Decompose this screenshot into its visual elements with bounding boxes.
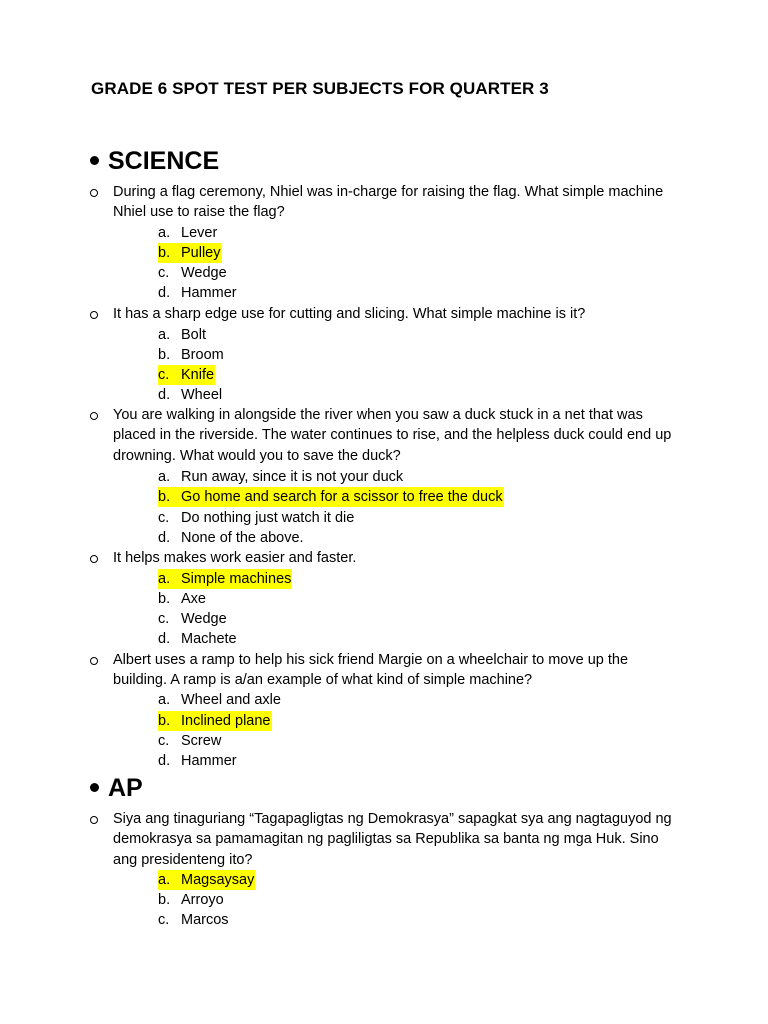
bullet-icon [90,156,99,165]
question-text: Siya ang tinaguriang “Tagapagligtas ng Demokrasya” sapagkat sya ang nagtaguyod ng demokrasya sa pamamagitan ng pagliligtas sa Republika sa banta ng mga Huk. Sino ang presidenteng ito? [113,811,672,868]
choice-item [158,751,237,771]
choice-letter: d. [158,387,171,403]
circle-bullet-icon [90,189,98,197]
circle-bullet-icon [90,816,98,824]
choice-item [158,910,229,930]
choice-item-highlighted [158,487,504,507]
circle-bullet-icon [90,412,98,420]
choice-text: Broom [181,347,224,363]
choice-letter: a. [158,225,171,241]
choice-letter: a. [158,692,171,708]
document-title: GRADE 6 SPOT TEST PER SUBJECTS FOR QUARTER 3 [91,79,549,98]
choice-letter: a. [158,872,171,888]
choice-text: Run away, since it is not your duck [181,469,404,485]
choice-item [158,629,237,649]
choice-letter: a. [158,571,171,587]
choice-item [158,609,227,629]
choice-letter: b. [158,347,171,363]
choice-letter: b. [158,591,171,607]
choice-item-highlighted [158,243,222,263]
section-heading-text: SCIENCE [108,147,220,175]
choice-item [158,223,217,243]
choice-text: Pulley [181,245,221,261]
choice-item [158,467,403,487]
choice-item-highlighted [158,711,272,731]
choice-text: Machete [181,631,237,647]
choice-letter: b. [158,713,171,729]
choice-letter: c. [158,912,170,928]
choice-letter: c. [158,733,170,749]
choice-item [158,528,304,548]
choice-letter: b. [158,489,171,505]
choice-text: Simple machines [181,571,292,587]
choice-letter: c. [158,611,170,627]
choice-item-highlighted [158,365,215,385]
choice-item [158,731,221,751]
question-text: It helps makes work easier and faster. [113,550,357,566]
choice-text: Magsaysay [181,872,255,888]
choice-text: Wedge [181,265,227,281]
question-text: You are walking in alongside the river when you saw a duck stuck in a net that was placed in the riverside. The water continues to rise, and the helpless duck could end up drowning. What would you to save the duck? [113,407,672,464]
choice-text: Wheel [181,387,223,403]
question-text: Albert uses a ramp to help his sick friend Margie on a wheelchair to move up the building. A ramp is a/an example of what kind of simple machine? [113,652,629,689]
choice-letter: c. [158,265,170,281]
choice-text: Marcos [181,912,229,928]
circle-bullet-icon [90,657,98,665]
choice-text: Go home and search for a scissor to free the duck [181,489,503,505]
choice-text: Hammer [181,753,237,769]
choice-letter: c. [158,367,170,383]
choice-text: Axe [181,591,206,607]
choice-letter: b. [158,245,171,261]
choice-letter: c. [158,510,170,526]
choice-text: None of the above. [181,530,304,546]
choice-letter: d. [158,530,171,546]
choice-item [158,283,237,303]
choice-text: Wheel and axle [181,692,281,708]
section-heading-text: AP [108,774,143,802]
choice-text: Screw [181,733,222,749]
question-text: It has a sharp edge use for cutting and slicing. What simple machine is it? [113,306,586,322]
section-heading-science [90,147,219,177]
choice-item [158,263,227,283]
circle-bullet-icon [90,311,98,319]
section-heading-ap [90,774,143,804]
choice-text: Knife [181,367,215,383]
choice-text: Hammer [181,285,237,301]
choice-letter: d. [158,631,171,647]
choice-item [158,508,354,528]
choice-text: Arroyo [181,892,224,908]
choice-text: Do nothing just watch it die [181,510,355,526]
choice-letter: a. [158,469,171,485]
choice-item [158,690,281,710]
choice-text: Lever [181,225,218,241]
choice-item [158,325,206,345]
choice-item [158,589,206,609]
choice-item-highlighted [158,569,292,589]
choice-text: Wedge [181,611,227,627]
choice-item-highlighted [158,870,255,890]
choice-item [158,345,224,365]
choice-letter: d. [158,285,171,301]
choice-letter: a. [158,327,171,343]
circle-bullet-icon [90,555,98,563]
choice-item [158,890,224,910]
bullet-icon [90,783,99,792]
choice-text: Inclined plane [181,713,271,729]
choice-letter: d. [158,753,171,769]
choice-letter: b. [158,892,171,908]
choice-text: Bolt [181,327,206,343]
question-text: During a flag ceremony, Nhiel was in-charge for raising the flag. What simple machine Nhiel use to raise the flag? [113,184,664,221]
choice-item [158,385,222,405]
